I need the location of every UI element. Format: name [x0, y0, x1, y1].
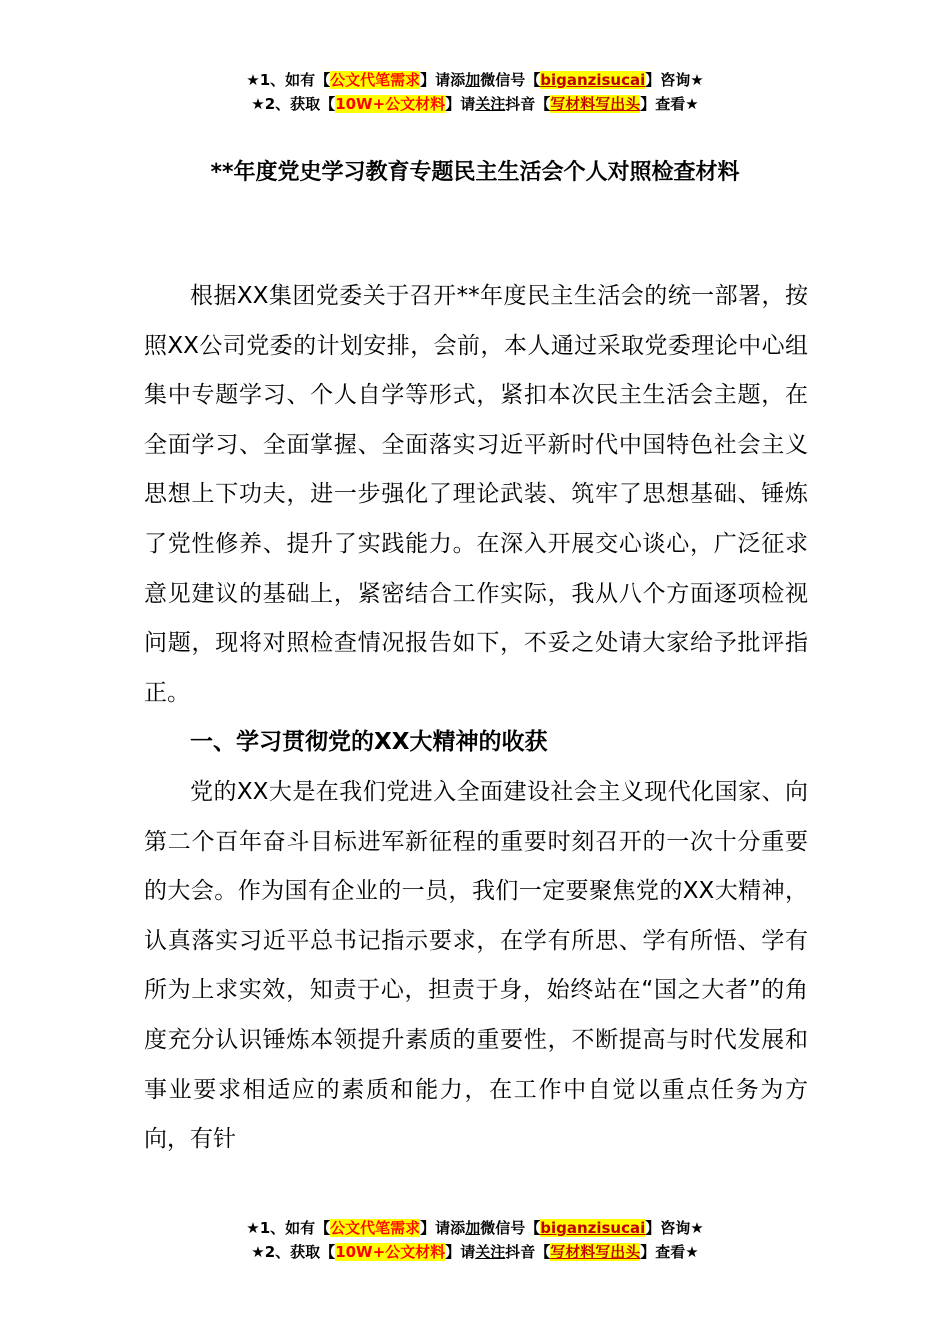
banner-text: 】请	[445, 95, 476, 113]
banner-wechat-id: biganzisucai	[540, 1219, 646, 1237]
section-heading-1: 一、学习贯彻党的XX大精神的收获	[190, 729, 548, 756]
banner-text: ★2、获取【	[251, 95, 336, 113]
banner-douyin-id: 写材料写出头	[550, 1243, 641, 1261]
footer-banner	[0, 1216, 950, 1264]
document-body	[144, 272, 808, 1165]
banner-text: 】查看★	[640, 95, 699, 113]
banner-text: 】请	[445, 1243, 476, 1261]
banner-douyin-id: 写材料写出头	[550, 95, 641, 113]
banner-line-1	[0, 68, 950, 92]
banner-text: 】请添	[420, 71, 466, 89]
banner-line-2	[0, 92, 950, 116]
paragraph-section-1: 党的XX大是在我们党进入全面建设社会主义现代化国家、向第二个百年奋斗目标进军新征程的重要时刻召开的一次十分重要的大会。作为国有企业的一员，我们一定要聚焦党的XX大精神，认真落实习近平总书记指示要求，在学有所思、学有所悟、学有所为上求实效，知责于心，担责于身，始终站在“国之大者”的角度充分认识锤炼本领提升素质的重要性，不断提高与时代发展和事业要求相适应的素质和能力，在工作中自觉以重点任务为方向，有针	[144, 778, 808, 1153]
banner-line-1	[0, 1216, 950, 1240]
banner-text: 微信号【	[480, 1219, 541, 1237]
banner-text: ★1、如有【	[246, 1219, 331, 1237]
paragraph-intro: 根据XX集团党委关于召开**年度民主生活会的统一部署，按照XX公司党委的计划安排，会前，本人通过采取党委理论中心组集中专题学习、个人自学等形式，紧扣本次民主生活会主题，在全面学习、全面掌握、全面落实习近平新时代中国特色社会主义思想上下功夫，进一步强化了理论武装、筑牢了思想基础、锤炼了党性修养、提升了实践能力。在深入开展交心谈心，广泛征求意见建议的基础上，紧密结合工作实际，我从八个方面逐项检视问题，现将对照检查情况报告如下，不妥之处请大家给予批评指正。	[144, 283, 808, 706]
banner-text: 】咨询★	[645, 1219, 704, 1237]
banner-text: 】查看★	[640, 1243, 699, 1261]
banner-underline: 关注	[475, 1243, 506, 1261]
document-title: **年度党史学习教育专题民主生活会个人对照检查材料	[210, 160, 740, 185]
banner-highlight: 公文代笔需求	[330, 71, 421, 89]
header-banner	[0, 68, 950, 116]
banner-underline: 加	[465, 71, 481, 89]
banner-underline: 关注	[475, 95, 506, 113]
banner-highlight: 公文代笔需求	[330, 1219, 421, 1237]
banner-highlight: 10W+公文材料	[335, 95, 446, 113]
banner-line-2	[0, 1240, 950, 1264]
banner-text: 抖音【	[505, 1243, 551, 1261]
banner-text: ★1、如有【	[246, 71, 331, 89]
banner-underline: 加	[465, 1219, 481, 1237]
banner-text: ★2、获取【	[251, 1243, 336, 1261]
banner-highlight: 10W+公文材料	[335, 1243, 446, 1261]
banner-text: 】咨询★	[645, 71, 704, 89]
banner-text: 抖音【	[505, 95, 551, 113]
banner-text: 】请添	[420, 1219, 466, 1237]
banner-wechat-id: biganzisucai	[540, 71, 646, 89]
banner-text: 微信号【	[480, 71, 541, 89]
